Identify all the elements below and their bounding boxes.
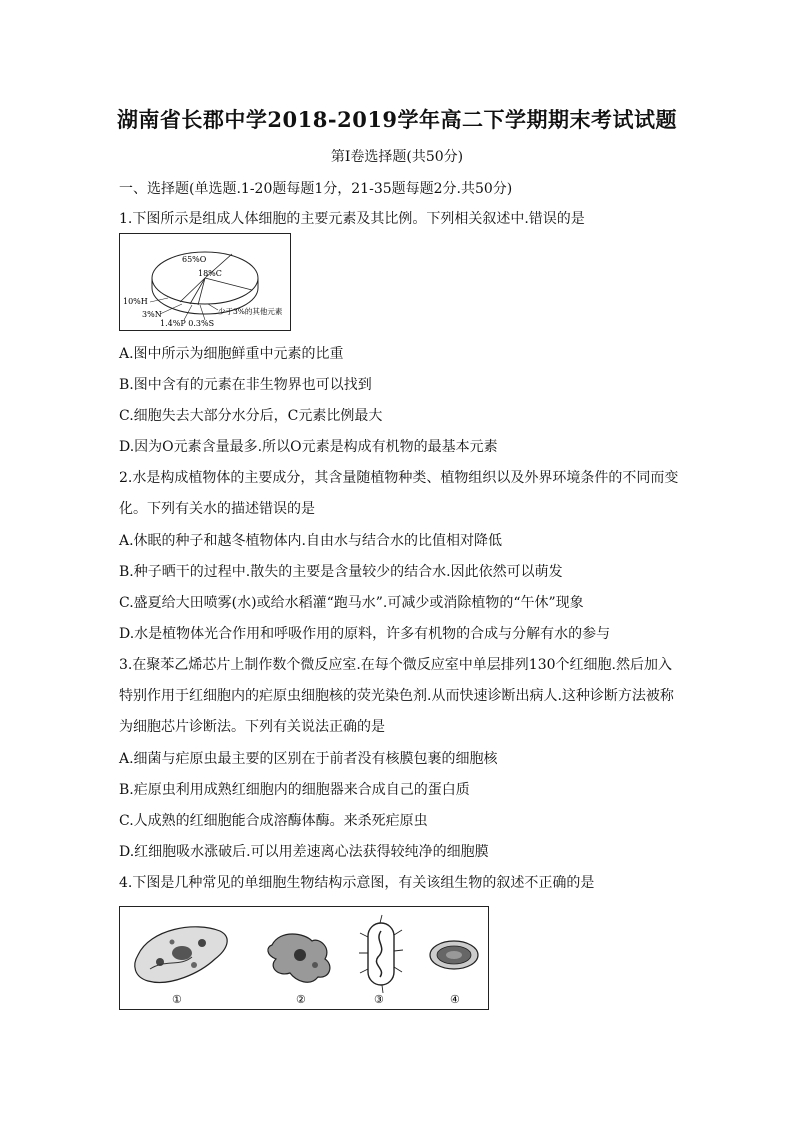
question-3-option-a: A.细菌与疟原虫最主要的区别在于前者没有核膜包裹的细胞核 — [119, 751, 498, 767]
element-pie-chart — [120, 234, 290, 330]
section-heading: 一、选择题(单选题.1-20题每题1分，21-35题每题2分.共50分) — [119, 181, 513, 197]
question-2-option-d: D.水是植物体光合作用和呼吸作用的原料，许多有机物的合成与分解有水的参与 — [119, 626, 611, 642]
element-pie-figure — [119, 233, 291, 331]
label-other-elements: 少于3%的其他元素 — [218, 307, 283, 316]
unicellular-organisms-figure — [119, 906, 489, 1010]
pie-divider — [205, 278, 252, 290]
leader-line — [160, 304, 182, 314]
organism-3-label: ③ — [374, 993, 384, 1006]
label-oxygen: 65%O — [182, 255, 207, 264]
organism-1-label: ① — [172, 993, 182, 1006]
question-3-option-b: B.疟原虫利用成熟红细胞内的细胞器来合成自己的蛋白质 — [119, 782, 470, 798]
question-1-option-d: D.因为O元素含量最多.所以O元素是构成有机物的最基本元素 — [119, 439, 498, 455]
label-hydrogen: 10%H — [123, 297, 148, 306]
organism-4-cell — [430, 941, 478, 969]
question-2-stem-line-1: 2.水是构成植物体的主要成分，其含量随植物种类、植物组织以及外界环境条件的不同而变 — [119, 470, 679, 486]
organism-2-label: ② — [296, 993, 306, 1006]
question-1-stem: 1.下图所示是组成人体细胞的主要元素及其比例。下列相关叙述中.错误的是 — [119, 211, 585, 227]
question-2-option-a: A.休眠的种子和越冬植物体内.自由水与结合水的比值相对降低 — [119, 533, 503, 549]
organism-4-label: ④ — [450, 993, 460, 1006]
label-carbon: 18%C — [198, 269, 222, 278]
question-2-stem-line-2: 化。下列有关水的描述错误的是 — [119, 501, 315, 517]
question-1-option-c: C.细胞失去大部分水分后，C元素比例最大 — [119, 408, 383, 424]
organisms-drawing — [120, 907, 488, 1009]
question-3-stem-line-3: 为细胞芯片诊断法。下列有关说法正确的是 — [119, 719, 385, 735]
question-3-stem-line-1: 3.在聚苯乙烯芯片上制作数个微反应室.在每个微反应室中单层排列130个红细胞.然后加入 — [119, 657, 672, 673]
label-phosphorus-sulfur: 1.4%P 0.3%S — [160, 319, 215, 328]
question-3-stem-line-2: 特别作用于红细胞内的疟原虫细胞核的荧光染色剂.从而快速诊断出病人.这种诊断方法被称 — [119, 688, 674, 704]
leader-line — [200, 305, 205, 320]
label-nitrogen: 3%N — [142, 310, 162, 319]
question-4-stem: 4.下图是几种常见的单细胞生物结构示意图，有关该组生物的叙述不正确的是 — [119, 875, 595, 891]
question-1-option-b: B.图中含有的元素在非生物界也可以找到 — [119, 377, 372, 393]
leader-line — [208, 304, 218, 310]
organism-2-amoeba — [268, 934, 330, 982]
question-2-option-c: C.盛夏给大田喷雾(水)或给水稻灌“跑马水”.可减少或消除植物的“午休”现象 — [119, 595, 584, 611]
pie-divider — [190, 278, 205, 304]
organism-3-bacterium — [359, 915, 403, 993]
organism-1-paramecium — [135, 927, 227, 983]
question-1-option-a: A.图中所示为细胞鲜重中元素的比重 — [119, 346, 344, 362]
pie-divider — [180, 278, 205, 302]
question-2-option-b: B.种子晒干的过程中.散失的主要是含量较少的结合水.因此依然可以萌发 — [119, 564, 563, 580]
page-title: 湖南省长郡中学2018-2019学年高二下学期期末考试试题 — [116, 107, 678, 132]
question-3-option-c: C.人成熟的红细胞能合成溶酶体酶。来杀死疟原虫 — [119, 813, 428, 829]
pie-divider — [198, 278, 205, 305]
question-3-option-d: D.红细胞吸水涨破后.可以用差速离心法获得较纯净的细胞膜 — [119, 844, 489, 860]
part-heading: 第I卷选择题(共50分) — [330, 149, 464, 165]
